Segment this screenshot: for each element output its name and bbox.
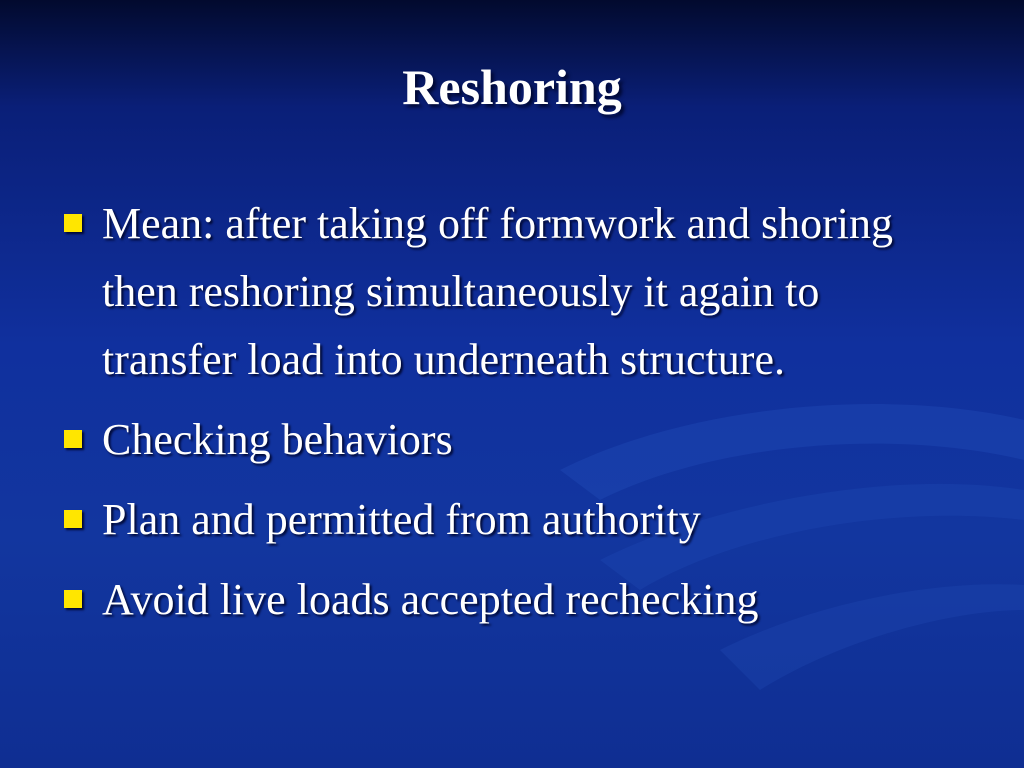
bullet-item-3	[62, 486, 962, 554]
square-bullet-icon	[64, 590, 82, 608]
bullet-item-1	[62, 190, 962, 394]
square-bullet-icon	[64, 510, 82, 528]
bullet-item-4	[62, 566, 962, 634]
bullet-text: Checking behaviors	[102, 415, 453, 464]
bullet-item-2	[62, 406, 962, 474]
square-bullet-icon	[64, 430, 82, 448]
slide-title: Reshoring	[402, 59, 622, 115]
bullet-text: Avoid live loads accepted rechecking	[102, 575, 759, 624]
bullet-text: Plan and permitted from authority	[102, 495, 701, 544]
bullet-text: Mean: after taking off formwork and shoring then reshoring simultaneously it again to transfer load into underneath structure.	[102, 199, 893, 384]
bullet-list	[62, 190, 962, 646]
square-bullet-icon	[64, 214, 82, 232]
